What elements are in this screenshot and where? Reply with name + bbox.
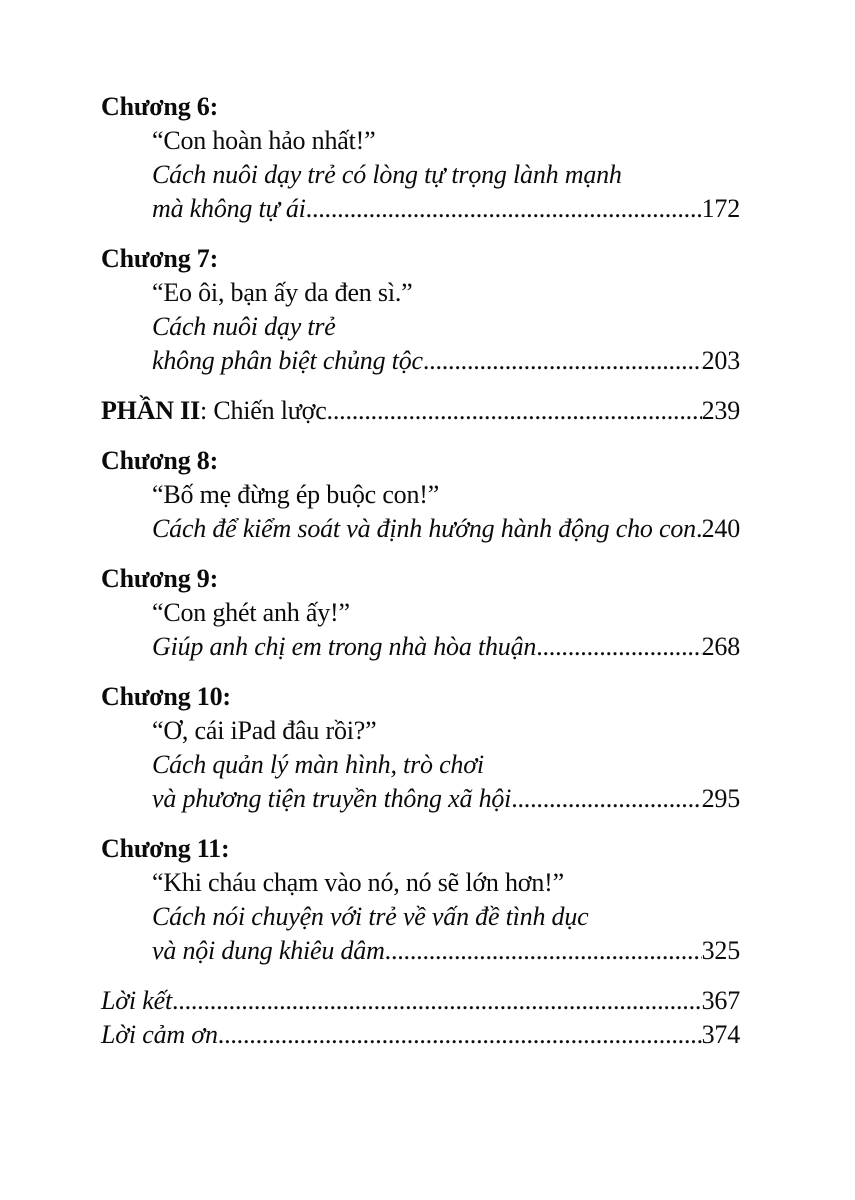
chapter-11-page-number: 325 xyxy=(701,936,740,965)
dot-leader xyxy=(385,934,702,968)
toc-entry-part-2 xyxy=(101,394,740,428)
chapter-8-page-number: 240 xyxy=(701,514,740,543)
acknowledgements-label: Lời cảm ơn xyxy=(101,1020,218,1049)
dot-leader xyxy=(327,394,702,428)
chapter-10-subtitle-page-row xyxy=(101,782,740,816)
chapter-7-subtitle-page-row xyxy=(101,344,740,378)
chapter-10-heading: Chương 10: xyxy=(101,682,231,711)
chapter-11-quote: “Khi cháu chạm vào nó, nó sẽ lớn hơn!” xyxy=(152,868,564,897)
toc-entry-chapter-8 xyxy=(101,444,740,546)
chapter-10-page-number: 295 xyxy=(701,784,740,813)
dot-leader xyxy=(218,1018,702,1052)
chapter-7-quote: “Eo ôi, bạn ấy da đen sì.” xyxy=(152,278,413,307)
acknowledgements-row xyxy=(101,1018,740,1052)
chapter-11-subtitle-last: và nội dung khiêu dâm xyxy=(152,936,385,965)
chapter-11-heading: Chương 11: xyxy=(101,834,230,863)
dot-leader xyxy=(423,344,702,378)
chapter-6-subtitle-page-row xyxy=(101,192,740,226)
dot-leader xyxy=(306,192,702,226)
chapter-6-subtitle-last: mà không tự ái xyxy=(152,194,306,223)
toc-entry-chapter-6 xyxy=(101,90,740,226)
chapter-9-heading: Chương 9: xyxy=(101,564,219,593)
acknowledgements-page-number: 374 xyxy=(701,1020,740,1049)
chapter-10-quote: “Ơ, cái iPad đâu rồi?” xyxy=(152,716,377,745)
part-2-page-number: 239 xyxy=(701,396,740,425)
chapter-7-subtitle: Cách nuôi dạy trẻ xyxy=(152,312,336,341)
chapter-6-heading: Chương 6: xyxy=(101,92,219,121)
dot-leader xyxy=(536,630,701,664)
toc-entry-chapter-7 xyxy=(101,242,740,378)
chapter-8-subtitle-page-row xyxy=(101,512,740,546)
part-2-row xyxy=(101,394,740,428)
dot-leader xyxy=(172,984,702,1018)
chapter-7-page-number: 203 xyxy=(701,346,740,375)
chapter-7-subtitle-last: không phân biệt chủng tộc xyxy=(152,346,423,375)
chapter-9-quote: “Con ghét anh ấy!” xyxy=(152,598,350,627)
chapter-9-page-number: 268 xyxy=(701,632,740,661)
toc-closing-entries xyxy=(101,984,740,1052)
dot-leader xyxy=(511,782,701,816)
chapter-9-subtitle-last: Giúp anh chị em trong nhà hòa thuận xyxy=(152,632,537,661)
chapter-8-subtitle-last: Cách để kiểm soát và định hướng hành động cho con xyxy=(152,514,696,543)
chapter-8-heading: Chương 8: xyxy=(101,446,219,475)
toc-entry-chapter-10 xyxy=(101,680,740,816)
chapter-6-page-number: 172 xyxy=(701,194,740,223)
chapter-7-heading: Chương 7: xyxy=(101,244,219,273)
chapter-11-subtitle-page-row xyxy=(101,934,740,968)
chapter-11-subtitle: Cách nói chuyện với trẻ về vấn đề tình dục xyxy=(152,902,589,931)
conclusion-label: Lời kết xyxy=(101,986,172,1015)
chapter-6-subtitle: Cách nuôi dạy trẻ có lòng tự trọng lành mạnh xyxy=(152,160,622,189)
toc-entry-chapter-11 xyxy=(101,832,740,968)
conclusion-page-number: 367 xyxy=(701,986,740,1015)
chapter-6-quote: “Con hoàn hảo nhất!” xyxy=(152,126,376,155)
part-2-label: PHẦN II xyxy=(101,396,200,425)
conclusion-row xyxy=(101,984,740,1018)
toc-entry-chapter-9 xyxy=(101,562,740,664)
chapter-8-quote: “Bố mẹ đừng ép buộc con!” xyxy=(152,480,440,509)
chapter-9-subtitle-page-row xyxy=(101,630,740,664)
part-2-title: : Chiến lược xyxy=(200,396,327,425)
chapter-10-subtitle: Cách quản lý màn hình, trò chơi xyxy=(152,750,484,779)
chapter-10-subtitle-last: và phương tiện truyền thông xã hội xyxy=(152,784,512,813)
